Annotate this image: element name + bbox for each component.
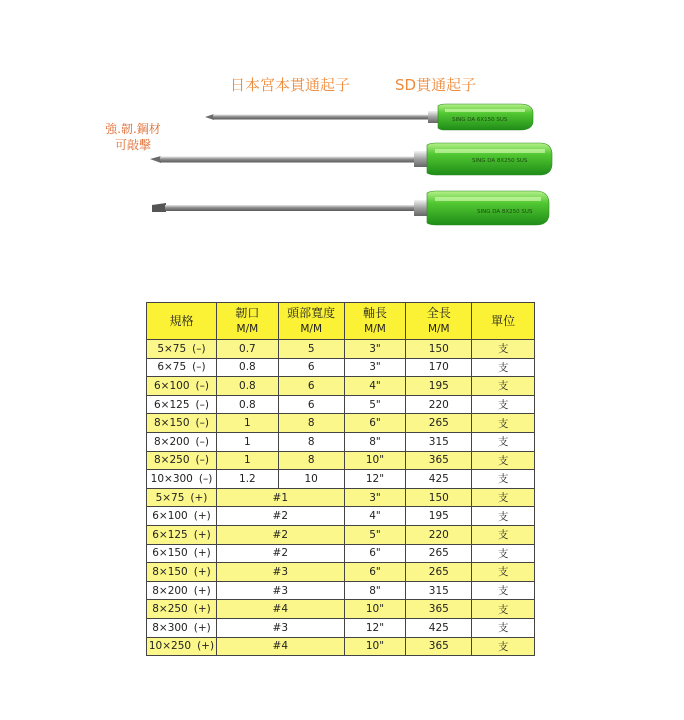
screwdriver-illustration [0, 90, 684, 230]
cell-unit: 支 [472, 488, 535, 507]
cell-shaft-length: 6" [344, 544, 406, 563]
cell-size-value: 8×150 [153, 417, 190, 430]
table-row [147, 544, 535, 563]
cell-tip: 0.8 [216, 395, 278, 414]
cell-shaft-length: 12" [344, 618, 406, 637]
cell-unit: 支 [472, 451, 535, 470]
cell-size-value: 6×150 [152, 547, 188, 560]
cell-size-value: 10×250 [148, 640, 192, 653]
cell-shaft-length: 10" [344, 600, 406, 619]
cell-size [147, 600, 217, 619]
product-title-secondary: SD貫通起子 [395, 76, 477, 94]
cell-shaft-length: 5" [344, 395, 406, 414]
cell-tip: 0.8 [216, 377, 278, 396]
cell-size-type: (+) [197, 640, 215, 653]
cell-shaft-length: 8" [344, 432, 406, 451]
cell-tip: 1.2 [216, 470, 278, 489]
cell-size-value: 6×125 [153, 398, 190, 411]
cell-size-value: 8×300 [152, 621, 188, 634]
cell-tip: 0.8 [216, 358, 278, 377]
cell-total-length: 265 [406, 563, 472, 582]
cell-size [147, 377, 217, 396]
cell-unit: 支 [472, 637, 535, 656]
cell-size-value: 6×125 [152, 528, 188, 541]
cell-unit: 支 [472, 340, 535, 359]
cell-size-type: (+) [193, 584, 211, 597]
cell-size-value: 5×75 [157, 342, 187, 355]
cell-point-size: #2 [216, 507, 344, 526]
cell-total-length: 425 [406, 618, 472, 637]
cell-size [147, 563, 217, 582]
cell-size [147, 544, 217, 563]
cell-total-length: 365 [406, 451, 472, 470]
cell-size-type: (+) [193, 621, 211, 634]
cell-point-size: #2 [216, 544, 344, 563]
handle-label-1: SING DA 6X150 SUS [452, 117, 508, 123]
cell-size-type: (+) [193, 510, 211, 523]
cell-unit: 支 [472, 507, 535, 526]
cell-total-length: 170 [406, 358, 472, 377]
cell-total-length: 315 [406, 581, 472, 600]
cell-size [147, 618, 217, 637]
header-unit: 單位 [472, 303, 535, 340]
cell-point-size: #4 [216, 637, 344, 656]
cell-size [147, 432, 217, 451]
cell-total-length: 365 [406, 637, 472, 656]
table-row [147, 470, 535, 489]
cell-size [147, 525, 217, 544]
cell-unit: 支 [472, 600, 535, 619]
cell-point-size: #1 [216, 488, 344, 507]
cell-size-type: (–) [195, 417, 209, 430]
cell-size [147, 507, 217, 526]
table-row [147, 581, 535, 600]
cell-head-width: 10 [278, 470, 344, 489]
cell-size [147, 414, 217, 433]
handle-label-3: SING DA 8X250 SUS [477, 209, 533, 215]
cell-size-value: 8×250 [152, 603, 188, 616]
cell-size-type: (–) [195, 435, 209, 448]
spec-table [146, 302, 535, 656]
cell-total-length: 195 [406, 377, 472, 396]
cell-unit: 支 [472, 395, 535, 414]
cell-size [147, 637, 217, 656]
cell-head-width: 6 [278, 377, 344, 396]
cell-shaft-length: 10" [344, 451, 406, 470]
cell-total-length: 315 [406, 432, 472, 451]
cell-size-type: (–) [192, 342, 206, 355]
cell-total-length: 365 [406, 600, 472, 619]
table-row [147, 395, 535, 414]
cell-point-size: #3 [216, 581, 344, 600]
cell-size [147, 470, 217, 489]
cell-unit: 支 [472, 563, 535, 582]
table-row [147, 340, 535, 359]
table-row [147, 600, 535, 619]
cell-size-value: 6×100 [152, 510, 188, 523]
cell-head-width: 8 [278, 414, 344, 433]
cell-size [147, 488, 217, 507]
cell-point-size: #4 [216, 600, 344, 619]
cell-total-length: 425 [406, 470, 472, 489]
cell-size-type: (–) [195, 379, 209, 392]
cell-tip: 1 [216, 432, 278, 451]
cell-unit: 支 [472, 618, 535, 637]
cell-total-length: 220 [406, 525, 472, 544]
cell-size [147, 451, 217, 470]
cell-point-size: #3 [216, 563, 344, 582]
cell-tip: 1 [216, 451, 278, 470]
cell-size-value: 10×300 [150, 472, 193, 485]
cell-unit: 支 [472, 432, 535, 451]
cell-tip: 1 [216, 414, 278, 433]
cell-total-length: 220 [406, 395, 472, 414]
cell-head-width: 6 [278, 395, 344, 414]
cell-head-width: 8 [278, 451, 344, 470]
spec-table-header [147, 303, 535, 340]
cell-head-width: 8 [278, 432, 344, 451]
cell-size-value: 8×150 [152, 565, 188, 578]
table-row [147, 451, 535, 470]
header-size: 規格 [147, 303, 217, 340]
feature-note-line1: 強.韌.鋼材 [105, 122, 161, 136]
cell-size [147, 395, 217, 414]
cell-unit: 支 [472, 544, 535, 563]
table-row [147, 563, 535, 582]
cell-size-type: (+) [193, 528, 211, 541]
cell-size-value: 6×75 [157, 361, 187, 374]
cell-shaft-length: 6" [344, 563, 406, 582]
table-row [147, 377, 535, 396]
screwdriver-phillips-long [150, 143, 552, 175]
table-row [147, 414, 535, 433]
cell-head-width: 6 [278, 358, 344, 377]
screwdriver-slotted-long [152, 191, 549, 225]
header-head-width: 頭部寬度 M/M [278, 303, 344, 340]
cell-shaft-length: 6" [344, 414, 406, 433]
cell-shaft-length: 3" [344, 358, 406, 377]
table-row [147, 432, 535, 451]
cell-size-value: 8×250 [153, 454, 190, 467]
cell-unit: 支 [472, 414, 535, 433]
cell-shaft-length: 12" [344, 470, 406, 489]
cell-size [147, 340, 217, 359]
cell-size-type: (+) [193, 565, 211, 578]
cell-total-length: 150 [406, 340, 472, 359]
cell-shaft-length: 4" [344, 507, 406, 526]
cell-shaft-length: 3" [344, 340, 406, 359]
cell-size-type: (–) [195, 398, 209, 411]
cell-unit: 支 [472, 581, 535, 600]
cell-shaft-length: 8" [344, 581, 406, 600]
cell-shaft-length: 3" [344, 488, 406, 507]
cell-size-value: 6×100 [153, 379, 190, 392]
cell-size-type: (+) [193, 603, 211, 616]
cell-size-type: (–) [192, 361, 206, 374]
table-row [147, 358, 535, 377]
header-total-length: 全長 M/M [406, 303, 472, 340]
table-row [147, 488, 535, 507]
cell-total-length: 150 [406, 488, 472, 507]
handle-label-2: SING DA 8X250 SUS [472, 158, 528, 164]
table-row [147, 507, 535, 526]
cell-size [147, 358, 217, 377]
cell-shaft-length: 5" [344, 525, 406, 544]
cell-tip: 0.7 [216, 340, 278, 359]
feature-note-line2: 可敲擊 [114, 138, 151, 152]
cell-unit: 支 [472, 470, 535, 489]
cell-total-length: 265 [406, 414, 472, 433]
cell-size-type: (–) [195, 454, 209, 467]
cell-head-width: 5 [278, 340, 344, 359]
cell-size-value: 8×200 [152, 584, 188, 597]
table-row [147, 525, 535, 544]
cell-size-type: (–) [198, 472, 213, 485]
cell-unit: 支 [472, 377, 535, 396]
cell-size-value: 5×75 [155, 491, 185, 504]
cell-unit: 支 [472, 358, 535, 377]
cell-unit: 支 [472, 525, 535, 544]
cell-size-type: (+) [193, 547, 211, 560]
cell-point-size: #3 [216, 618, 344, 637]
cell-shaft-length: 10" [344, 637, 406, 656]
product-title-primary: 日本宮本貫通起子 [230, 76, 351, 94]
cell-total-length: 195 [406, 507, 472, 526]
header-tip: 韌口 M/M [216, 303, 278, 340]
spec-table-body [147, 340, 535, 656]
table-row [147, 618, 535, 637]
cell-size [147, 581, 217, 600]
cell-size-type: (+) [190, 491, 208, 504]
cell-point-size: #2 [216, 525, 344, 544]
cell-total-length: 265 [406, 544, 472, 563]
table-row [147, 637, 535, 656]
cell-shaft-length: 4" [344, 377, 406, 396]
screwdriver-phillips-small [205, 104, 533, 130]
header-shaft-length: 軸長 M/M [344, 303, 406, 340]
cell-size-value: 8×200 [153, 435, 190, 448]
